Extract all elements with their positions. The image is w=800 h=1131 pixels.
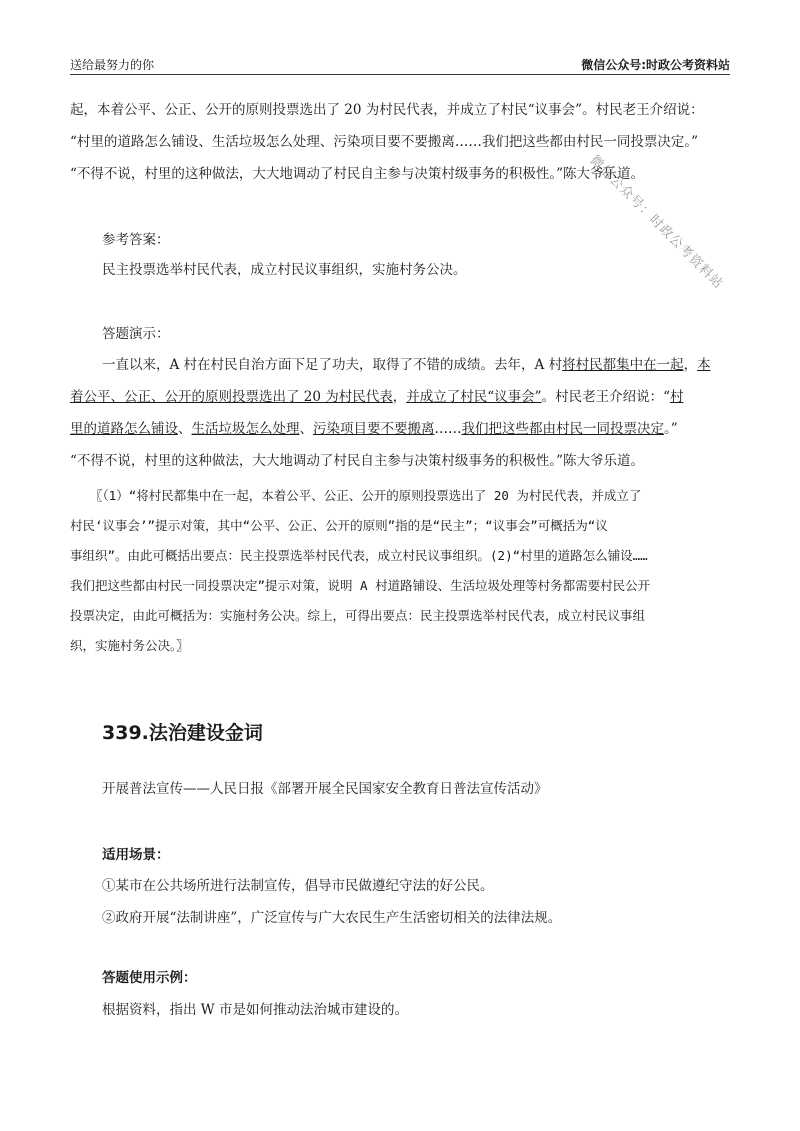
scene-label: 适用场景： xyxy=(102,847,170,863)
demo-text: 。” xyxy=(664,421,678,437)
demo-text: 、 xyxy=(178,421,192,437)
demo-text: ， xyxy=(683,357,698,373)
demo-text: 。村民老王介绍说：“ xyxy=(541,389,670,405)
page-header xyxy=(70,50,730,75)
demo-text: 一直以来，A 村在村民自治方面下足了功夫，取得了不错的成绩。去年，A 村 xyxy=(102,357,563,373)
scene-item-2: ②政府开展“法制讲座”，广泛宣传与广大农民生产生活密切相关的法律法规。 xyxy=(102,910,562,926)
underlined-text: 本 xyxy=(697,357,711,373)
underlined-text: 将村民都集中在一起 xyxy=(562,357,684,373)
demo-line-2 xyxy=(70,385,730,409)
demo-text: ， xyxy=(392,389,407,405)
scene-item-1: ①某市在公共场所进行法制宣传，倡导市民做遵纪守法的好公民。 xyxy=(102,878,494,894)
demo-line-1 xyxy=(102,353,762,377)
intro-line-1: 起，本着公平、公正、公开的原则投票选出了 20 为村民代表，并成立了村民“议事会”。村民老王介绍说： xyxy=(70,102,704,118)
intro-line-3: “不得不说，村里的这种做法，大大地调动了村民自主参与决策村级事务的积极性。”陈大爷乐道。 xyxy=(70,166,645,182)
example-label: 答题使用示例： xyxy=(102,970,197,986)
source-line: 开展普法宣传——人民日报《部署开展全民国家安全教育日普法宣传活动》 xyxy=(102,781,548,797)
underlined-text: 污染项目要不要搬离 xyxy=(313,421,435,437)
watermark: 微信公众号：时政公考资料站 xyxy=(586,152,726,293)
answer-label: 参考答案： xyxy=(102,232,170,248)
underlined-text: 并成立了村民“议事会” xyxy=(406,389,542,405)
analysis-line-5: 投票决定，由此可概括为：实施村务公决。综上，可得出要点：民主投票选举村民代表，成立村民议事组 xyxy=(70,608,646,623)
analysis-line-6: 织，实施村务公决。〗 xyxy=(70,638,189,653)
analysis-line-2: 村民‘议事会’”提示对策，其中“公平、公正、公开的原则”指的是“民主”；“议事会”可概括为“议 xyxy=(70,518,608,533)
answer-text: 民主投票选举村民代表，成立村民议事组织，实施村务公决。 xyxy=(102,262,467,278)
demo-text: …… xyxy=(434,421,462,437)
section-title: 339.法治建设金词 xyxy=(102,722,263,744)
underlined-text: 着公平、公正、公开的原则投票选出了 20 为村民代表 xyxy=(70,389,393,405)
intro-line-2: “村里的道路怎么铺设、生活垃圾怎么处理、污染项目要不要搬离……我们把这些都由村民一同投票决定。” xyxy=(70,134,699,150)
demo-line-4: “不得不说，村里的这种做法，大大地调动了村民自主参与决策村级事务的积极性。”陈大爷乐道。 xyxy=(70,453,645,469)
example-text: 根据资料，指出 W 市是如何推动法治城市建设的。 xyxy=(102,1002,408,1018)
underlined-text: 生活垃圾怎么处理 xyxy=(191,421,300,437)
underlined-text: 村 xyxy=(669,389,684,405)
analysis-line-3: 事组织”。由此可概括出要点：民主投票选举村民代表，成立村民议事组织。(2)“村里的道路怎么铺设…… xyxy=(70,548,648,563)
underlined-text: 里的道路怎么铺设 xyxy=(70,421,178,437)
demo-line-3 xyxy=(70,417,730,441)
demo-label: 答题演示： xyxy=(102,326,170,342)
underlined-text: 我们把这些都由村民一同投票决定 xyxy=(461,421,664,437)
analysis-line-1: 〖（1）“将村民都集中在一起，本着公平、公正、公开的原则投票选出了 20 为村民代表，并成立了 xyxy=(90,488,642,503)
header-right-text: 微信公众号:时政公考资料站 xyxy=(581,58,730,72)
analysis-line-4: 我们把这些都由村民一同投票决定”提示对策，说明 A 村道路铺设、生活垃圾处理等村务都需要村民公开 xyxy=(70,578,651,593)
demo-text: 、 xyxy=(299,421,313,437)
header-left-text: 送给最努力的你 xyxy=(70,58,155,72)
